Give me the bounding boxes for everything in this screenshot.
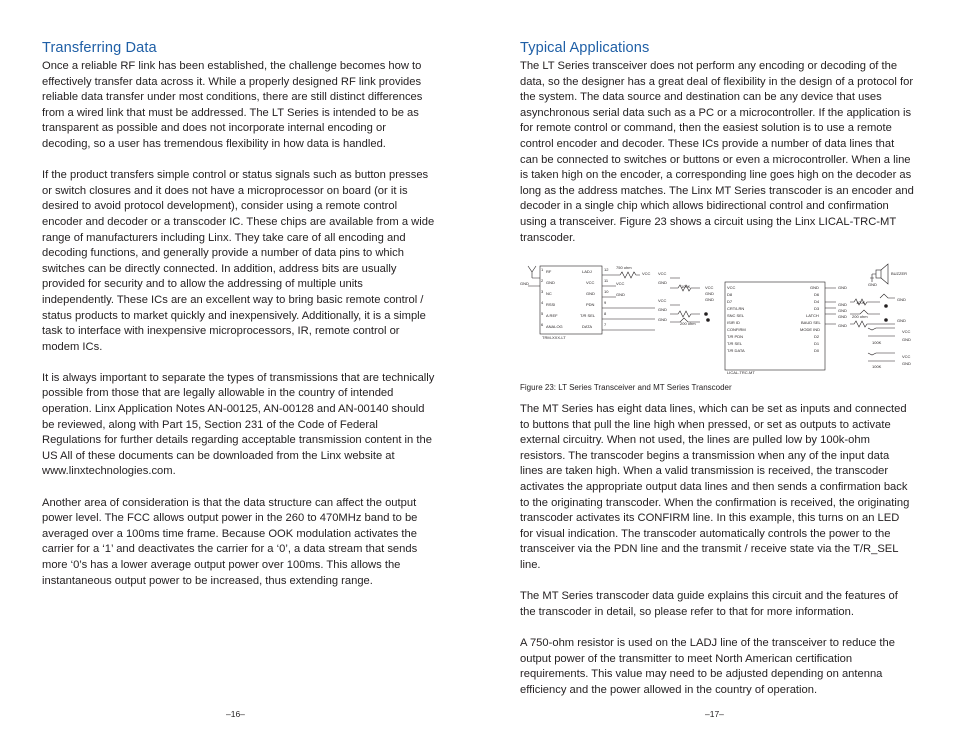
svg-text:GND: GND — [546, 280, 555, 285]
svg-text:2: 2 — [541, 278, 544, 283]
svg-text:GND: GND — [897, 318, 906, 323]
transcoder-part-label: LICAL-TRC-MT — [727, 370, 755, 375]
svg-text:GND: GND — [838, 308, 847, 313]
svg-text:GND: GND — [838, 285, 847, 290]
page-number-right: –17– — [705, 709, 724, 719]
svg-text:200 ohm: 200 ohm — [680, 321, 696, 326]
svg-text:GND: GND — [897, 297, 906, 302]
svg-text:VCC: VCC — [642, 271, 651, 276]
svg-text:ANALOG: ANALOG — [546, 324, 563, 329]
svg-text:4: 4 — [541, 300, 544, 305]
paragraph: A 750-ohm resistor is used on the LADJ line of the transceiver to reduce the output power of the transmitter to meet North American certification requirements. This value may need to be adjusted depending on antenna efficiency and the power allowed in the country of operation. — [520, 636, 895, 696]
svg-text:VCC: VCC — [658, 298, 667, 303]
paragraph: If the product transfers simple control or status signals such as button presses or switch closures and it does not have a microprocessor on board (or it is desired to avoid protocol development), consider using a remote control encoder and decoder or a transcoder IC. These chips are available from a wide range of manufacturers including Linx. They take care of all encoding and decoding functions, and generally provide a number of data pins to which switches can be directly connected. In addition, address bits are usually provided for security and to allow the addressing of multiple units independently. These ICs are an excellent way to bring basic remote control / status products to market quickly and inexpensively. Additionally, it is a simple task to interface with inexpensive microprocessors, IR, remote control or modem ICs. — [42, 169, 435, 353]
svg-text:10: 10 — [604, 289, 609, 294]
svg-text:5: 5 — [541, 311, 544, 316]
buzzer-icon — [876, 264, 888, 284]
svg-text:LATCH: LATCH — [806, 313, 819, 318]
svg-text:3: 3 — [541, 289, 544, 294]
svg-text:VCC: VCC — [616, 281, 625, 286]
svg-text:GND: GND — [705, 297, 714, 302]
paragraph: The LT Series transceiver does not perform any encoding or decoding of the data, so the designer has a great deal of flexibility in the design of a protocol for the system. The data source and destination can be any device that uses asynchronous serial data such as a PC or a microcontroller. If the application is for remote control or command, then the easiest solution is to use a remote control encoder and decoder. These ICs provide a number of data lines that can be connected to switches or buttons or even a microcontroller. When a line is taken high on the encoder, a corresponding line goes high on the decoder as long as the address matches. The Linx MT Series transcoder is an encoder and decoder in a single chip which allows bidirectional control and confirmation using a transceiver. Figure 23 shows a circuit using the Linx LICAL-TRC-MT transcoder. — [520, 60, 914, 244]
svg-text:100K: 100K — [681, 284, 691, 289]
svg-text:D0: D0 — [814, 348, 820, 353]
paragraph: It is always important to separate the types of transmissions that are technically possible from those that are legally allowable in the country of intended operation. Linx Application Notes AN-00125, AN-00128 and AN-00140 should be reviewed, along with Part 15, Section 231 of the Code of Federal Regulations for further details regarding acceptable transmission content in the US All of these documents can be downloaded from the Linx website at www.linxtechnologies.com. — [42, 371, 435, 478]
svg-text:100K: 100K — [872, 340, 882, 345]
svg-text:T/R SEL: T/R SEL — [580, 313, 596, 318]
svg-text:D3: D3 — [814, 306, 820, 311]
svg-text:T/R PDN: T/R PDN — [727, 334, 743, 339]
svg-text:D7: D7 — [727, 299, 733, 304]
svg-text:11: 11 — [604, 278, 609, 283]
svg-text:BUZZER: BUZZER — [891, 271, 907, 276]
svg-text:D8: D8 — [727, 292, 733, 297]
paragraph: The MT Series transcoder data guide explains this circuit and the features of the transcoder in detail, so please refer to that for more information. — [520, 590, 898, 618]
transceiver-part-label: TRM-XXX-LT — [542, 335, 566, 340]
svg-text:1: 1 — [541, 267, 544, 272]
svg-text:9: 9 — [604, 300, 607, 305]
svg-text:RSSI: RSSI — [546, 302, 556, 307]
svg-text:VCC: VCC — [586, 280, 595, 285]
svg-text:VCC: VCC — [727, 285, 736, 290]
svg-text:LADJ: LADJ — [582, 269, 592, 274]
svg-text:8: 8 — [604, 311, 607, 316]
right-page — [520, 40, 915, 262]
svg-text:VCC: VCC — [902, 354, 911, 359]
svg-text:NC: NC — [546, 291, 552, 296]
paragraph: The MT Series has eight data lines, which can be set as inputs and connected to buttons that pull the line high when pressed, or set as outputs to activate external circuitry. When not used, the lines are pulled low by 100k-ohm resistors. The transcoder begins a transmission when any of the input data lines are taken high. When a valid transmission is received, the transcoder activates the appropriate output data lines and then sends a confirmation back to the originating transcoder. When the confirmation is received, the originating transcoder activates its CONFIRM line. In this example, this turns on an LED for visual indication. The transcoder automatically controls the power to the transceiver via the PDN line and the transmit / receive state via the T/R_SEL line. — [520, 403, 910, 571]
paragraph: Once a reliable RF link has been established, the challenge becomes how to effectively transfer data across it. While a properly designed RF link provides reliable data transfer under most conditions, there are still distinct differences from a wired link that must be addressed. The LT Series is intended to be as transparent as possible and does not incorporate internal encoding or decoding, so a user has tremendous flexibility in how data is handled. — [42, 60, 423, 150]
paragraph: Another area of consideration is that the data structure can affect the output power level. The FCC allows output power in the 260 to 470MHz band to be averaged over a 100ms time frame. Because OOK modulation activates the carrier for a ‘1’ and deactivates the carrier for a ‘0’, a data stream that sends more ‘0’s has a lower average output power over 100ms. This allows the instantaneous output power to be increased, thus extending range. — [42, 496, 418, 587]
left-page — [42, 40, 437, 605]
svg-text:DATA: DATA — [582, 324, 593, 329]
svg-text:750 ohm: 750 ohm — [616, 265, 632, 270]
svg-text:GND: GND — [705, 291, 714, 296]
svg-text:D2: D2 — [814, 334, 820, 339]
transcoder-chip — [725, 282, 825, 370]
page-number-left: –16– — [226, 709, 245, 719]
svg-text:GND: GND — [838, 323, 847, 328]
svg-text:CONFIRM: CONFIRM — [727, 327, 746, 332]
svg-text:BAUD SEL: BAUD SEL — [801, 320, 821, 325]
svg-text:VCC: VCC — [902, 329, 911, 334]
svg-text:GND: GND — [810, 285, 819, 290]
svg-text:GND: GND — [616, 292, 625, 297]
svg-text:GND: GND — [868, 282, 877, 287]
svg-text:RF: RF — [546, 269, 552, 274]
svg-text:A REF: A REF — [546, 313, 558, 318]
svg-text:D6: D6 — [814, 292, 820, 297]
svg-text:CRT/LRN: CRT/LRN — [727, 306, 745, 311]
svg-text:GND: GND — [658, 317, 667, 322]
svg-text:VCC: VCC — [705, 285, 714, 290]
svg-text:D4: D4 — [814, 299, 820, 304]
svg-text:SNC SEL: SNC SEL — [727, 313, 745, 318]
svg-text:PDN: PDN — [586, 302, 595, 307]
svg-text:ISIR ID: ISIR ID — [727, 320, 740, 325]
svg-text:D1: D1 — [814, 341, 820, 346]
svg-text:GND: GND — [902, 337, 911, 342]
figure-caption: Figure 23: LT Series Transceiver and MT Series Transcoder — [520, 383, 732, 392]
figure-23-schematic — [520, 258, 915, 378]
svg-text:VCC: VCC — [658, 271, 667, 276]
right-page-continued — [520, 402, 915, 714]
svg-text:12: 12 — [604, 267, 609, 272]
svg-text:100K: 100K — [856, 300, 866, 305]
svg-text:GND: GND — [658, 307, 667, 312]
svg-text:6: 6 — [541, 322, 544, 327]
svg-text:MODE IND: MODE IND — [800, 327, 820, 332]
section-heading-transferring-data: Transferring Data — [42, 40, 157, 56]
svg-text:100K: 100K — [872, 364, 882, 369]
svg-text:GND: GND — [902, 361, 911, 366]
svg-text:GND: GND — [520, 281, 529, 286]
svg-text:GND: GND — [838, 302, 847, 307]
svg-text:GND: GND — [658, 280, 667, 285]
svg-text:GND: GND — [838, 314, 847, 319]
svg-text:7: 7 — [604, 322, 607, 327]
svg-text:200 ohm: 200 ohm — [852, 314, 868, 319]
svg-text:T/R DATA: T/R DATA — [727, 348, 745, 353]
antenna-icon — [528, 266, 536, 278]
svg-text:T/R SEL: T/R SEL — [727, 341, 743, 346]
svg-text:GND: GND — [586, 291, 595, 296]
section-heading-typical-applications: Typical Applications — [520, 40, 650, 56]
